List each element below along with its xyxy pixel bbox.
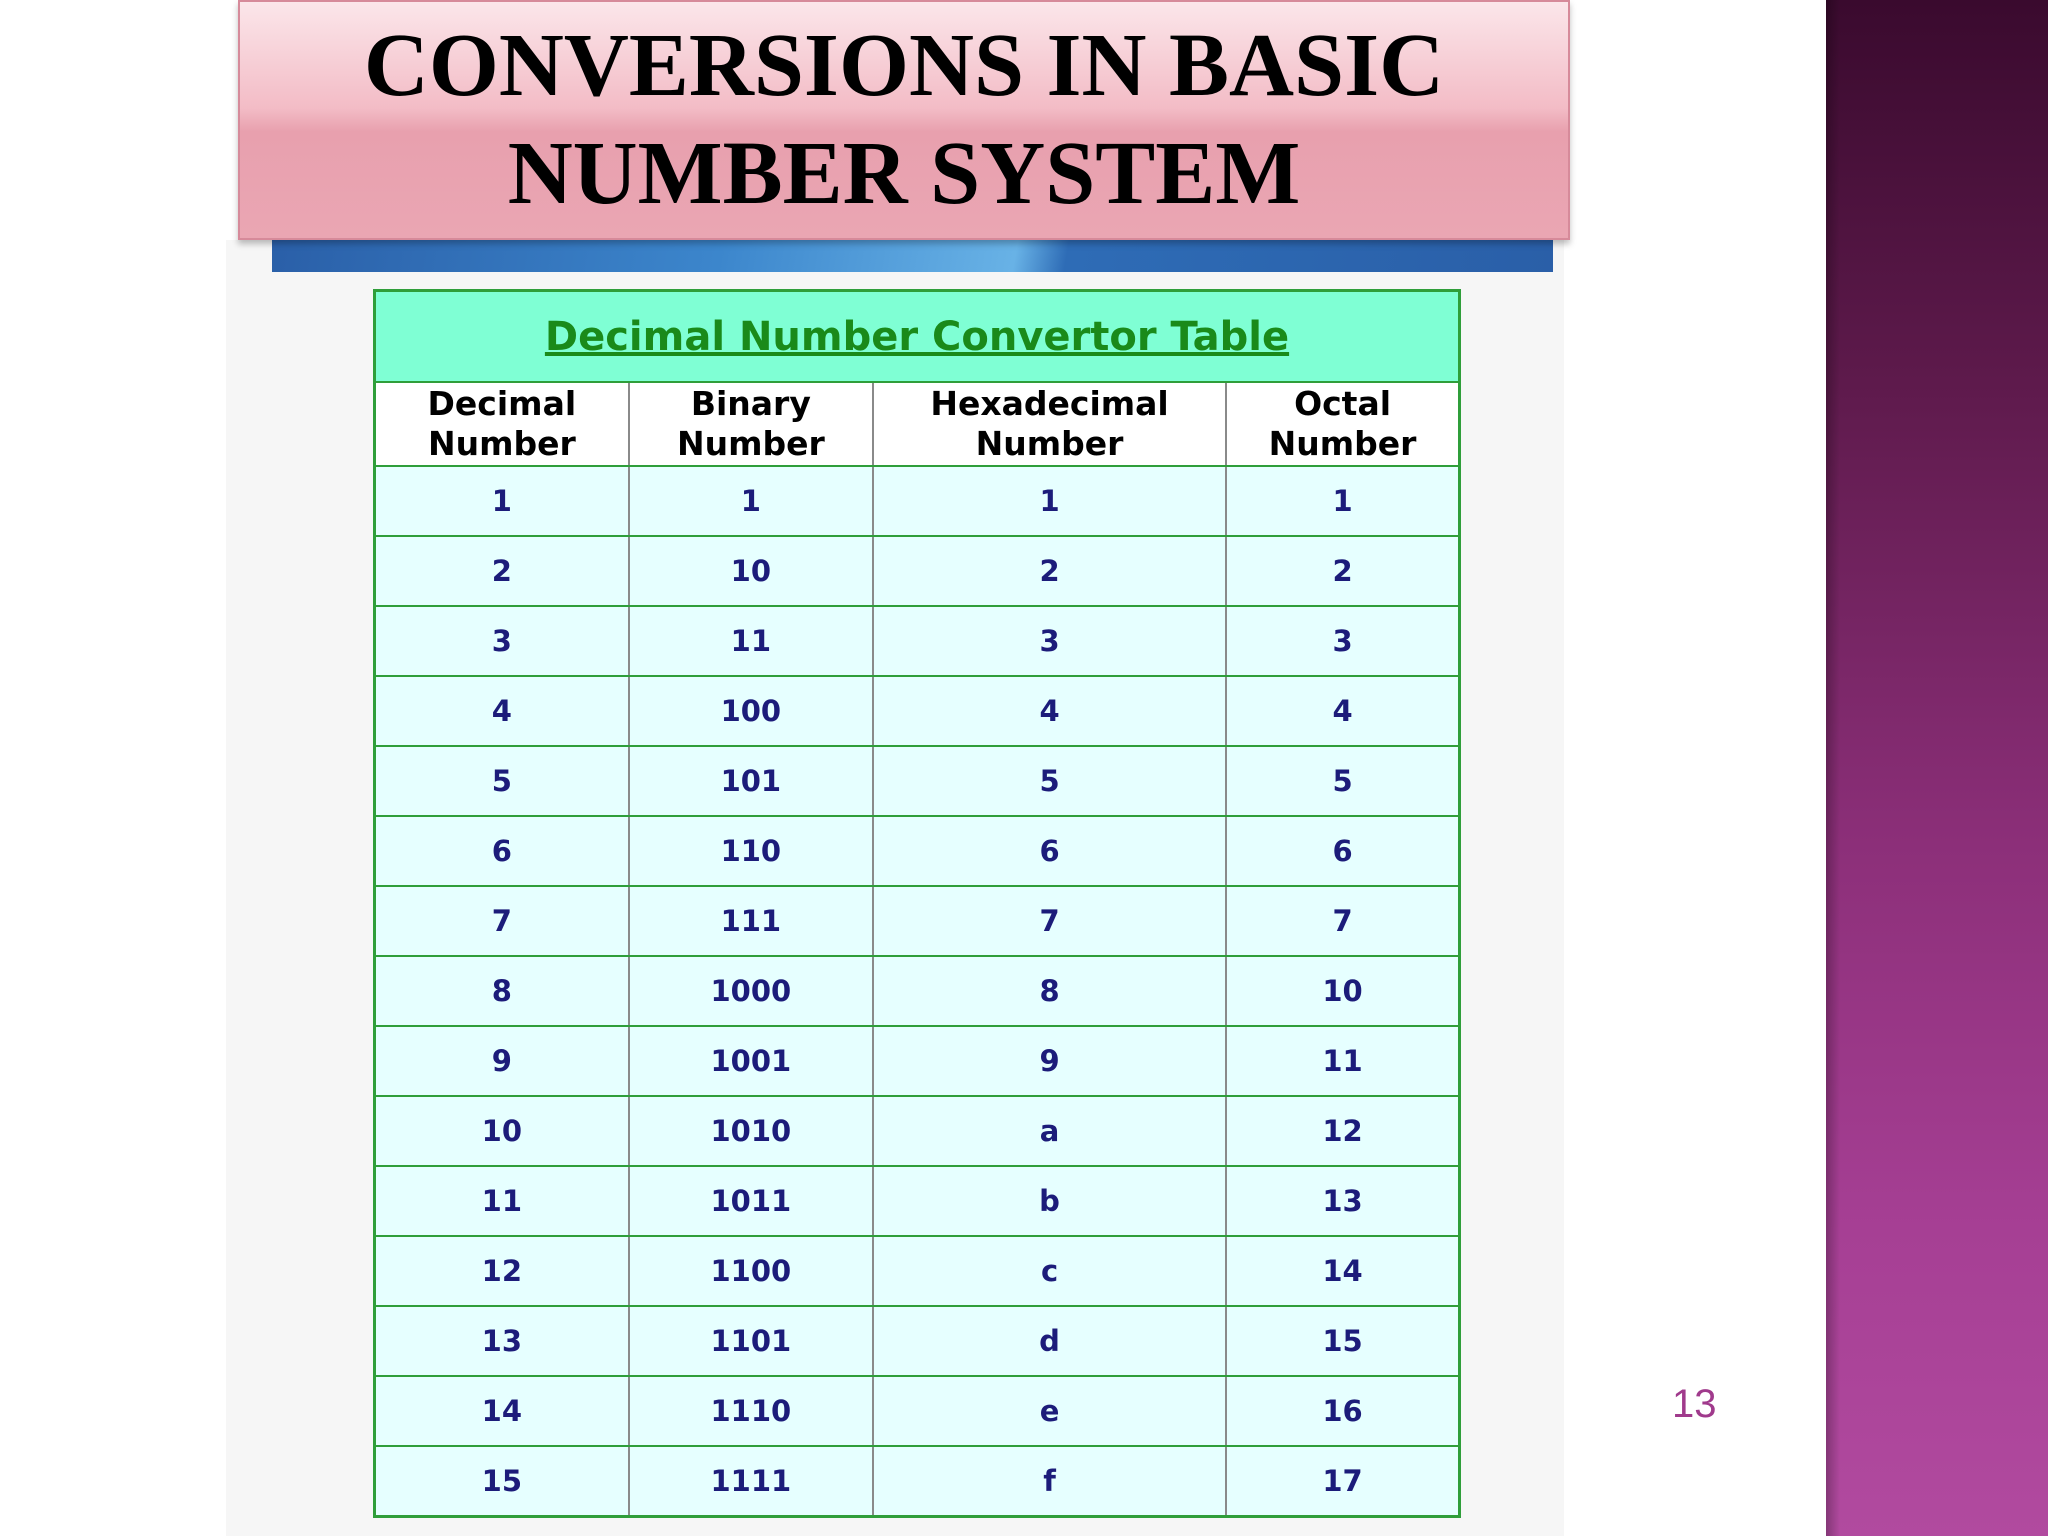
table-row	[375, 1096, 1460, 1166]
cell-hexadecimal: b	[873, 1166, 1226, 1236]
cell-binary: 1011	[629, 1166, 873, 1236]
table-row	[375, 606, 1460, 676]
title-underbar	[272, 236, 1553, 272]
cell-hexadecimal: 6	[873, 816, 1226, 886]
cell-binary: 101	[629, 746, 873, 816]
cell-hexadecimal: a	[873, 1096, 1226, 1166]
cell-decimal: 9	[375, 1026, 629, 1096]
table-row	[375, 956, 1460, 1026]
cell-decimal: 8	[375, 956, 629, 1026]
cell-decimal: 5	[375, 746, 629, 816]
cell-hexadecimal: 3	[873, 606, 1226, 676]
cell-octal: 3	[1226, 606, 1459, 676]
cell-decimal: 4	[375, 676, 629, 746]
slide-page-number: 13	[1672, 1382, 1717, 1426]
title-box	[238, 0, 1570, 240]
header-binary-line-2: Number	[676, 424, 825, 463]
table-row	[375, 1446, 1460, 1517]
cell-binary: 1110	[629, 1376, 873, 1446]
cell-decimal: 3	[375, 606, 629, 676]
table-row	[375, 746, 1460, 816]
table-body	[375, 466, 1460, 1517]
cell-binary: 1000	[629, 956, 873, 1026]
cell-binary: 11	[629, 606, 873, 676]
cell-binary: 1101	[629, 1306, 873, 1376]
cell-binary: 1111	[629, 1446, 873, 1517]
cell-octal: 14	[1226, 1236, 1459, 1306]
cell-octal: 2	[1226, 536, 1459, 606]
header-binary	[629, 382, 873, 466]
cell-decimal: 7	[375, 886, 629, 956]
cell-hexadecimal: e	[873, 1376, 1226, 1446]
cell-decimal: 11	[375, 1166, 629, 1236]
cell-decimal: 2	[375, 536, 629, 606]
cell-hexadecimal: 1	[873, 466, 1226, 536]
table-row	[375, 1306, 1460, 1376]
cell-octal: 5	[1226, 746, 1459, 816]
cell-octal: 17	[1226, 1446, 1459, 1517]
cell-hexadecimal: 5	[873, 746, 1226, 816]
cell-hexadecimal: c	[873, 1236, 1226, 1306]
cell-octal: 15	[1226, 1306, 1459, 1376]
cell-decimal: 6	[375, 816, 629, 886]
table-row	[375, 816, 1460, 886]
cell-octal: 6	[1226, 816, 1459, 886]
cell-hexadecimal: 8	[873, 956, 1226, 1026]
table-row	[375, 1236, 1460, 1306]
cell-hexadecimal: 4	[873, 676, 1226, 746]
cell-binary: 1100	[629, 1236, 873, 1306]
cell-hexadecimal: 9	[873, 1026, 1226, 1096]
header-hexadecimal	[873, 382, 1226, 466]
cell-decimal: 15	[375, 1446, 629, 1517]
table-caption: Decimal Number Convertor Table	[375, 291, 1460, 383]
cell-octal: 13	[1226, 1166, 1459, 1236]
cell-binary: 1001	[629, 1026, 873, 1096]
header-hexadecimal-line-1: Hexadecimal	[930, 384, 1169, 423]
cell-binary: 110	[629, 816, 873, 886]
cell-binary: 1010	[629, 1096, 873, 1166]
cell-octal: 7	[1226, 886, 1459, 956]
table-row	[375, 1166, 1460, 1236]
header-hexadecimal-line-2: Number	[975, 424, 1124, 463]
header-octal-line-1: Octal	[1294, 384, 1392, 423]
header-octal-line-2: Number	[1268, 424, 1417, 463]
cell-octal: 4	[1226, 676, 1459, 746]
decimal-conversion-table	[373, 289, 1461, 1518]
cell-hexadecimal: f	[873, 1446, 1226, 1517]
cell-octal: 16	[1226, 1376, 1459, 1446]
cell-binary: 100	[629, 676, 873, 746]
slide-title	[364, 12, 1444, 228]
table-row	[375, 676, 1460, 746]
slide-title-line-1: CONVERSIONS IN BASIC	[363, 16, 1445, 115]
table-row	[375, 536, 1460, 606]
cell-octal: 1	[1226, 466, 1459, 536]
cell-hexadecimal: 2	[873, 536, 1226, 606]
cell-hexadecimal: 7	[873, 886, 1226, 956]
cell-decimal: 13	[375, 1306, 629, 1376]
slide-title-line-2: NUMBER SYSTEM	[507, 124, 1301, 223]
header-decimal-line-1: Decimal	[427, 384, 577, 423]
table-row	[375, 1376, 1460, 1446]
header-decimal-line-2: Number	[427, 424, 576, 463]
table-caption-row	[375, 291, 1460, 383]
header-decimal	[375, 382, 629, 466]
cell-octal: 12	[1226, 1096, 1459, 1166]
cell-binary: 111	[629, 886, 873, 956]
cell-octal: 10	[1226, 956, 1459, 1026]
cell-decimal: 12	[375, 1236, 629, 1306]
cell-binary: 10	[629, 536, 873, 606]
cell-decimal: 14	[375, 1376, 629, 1446]
cell-decimal: 10	[375, 1096, 629, 1166]
table-row	[375, 1026, 1460, 1096]
cell-decimal: 1	[375, 466, 629, 536]
slide-side-panel	[1826, 0, 2048, 1536]
header-binary-line-1: Binary	[690, 384, 811, 423]
table-header-row	[375, 382, 1460, 466]
table-row	[375, 466, 1460, 536]
cell-octal: 11	[1226, 1026, 1459, 1096]
cell-binary: 1	[629, 466, 873, 536]
cell-hexadecimal: d	[873, 1306, 1226, 1376]
header-octal	[1226, 382, 1459, 466]
table-row	[375, 886, 1460, 956]
